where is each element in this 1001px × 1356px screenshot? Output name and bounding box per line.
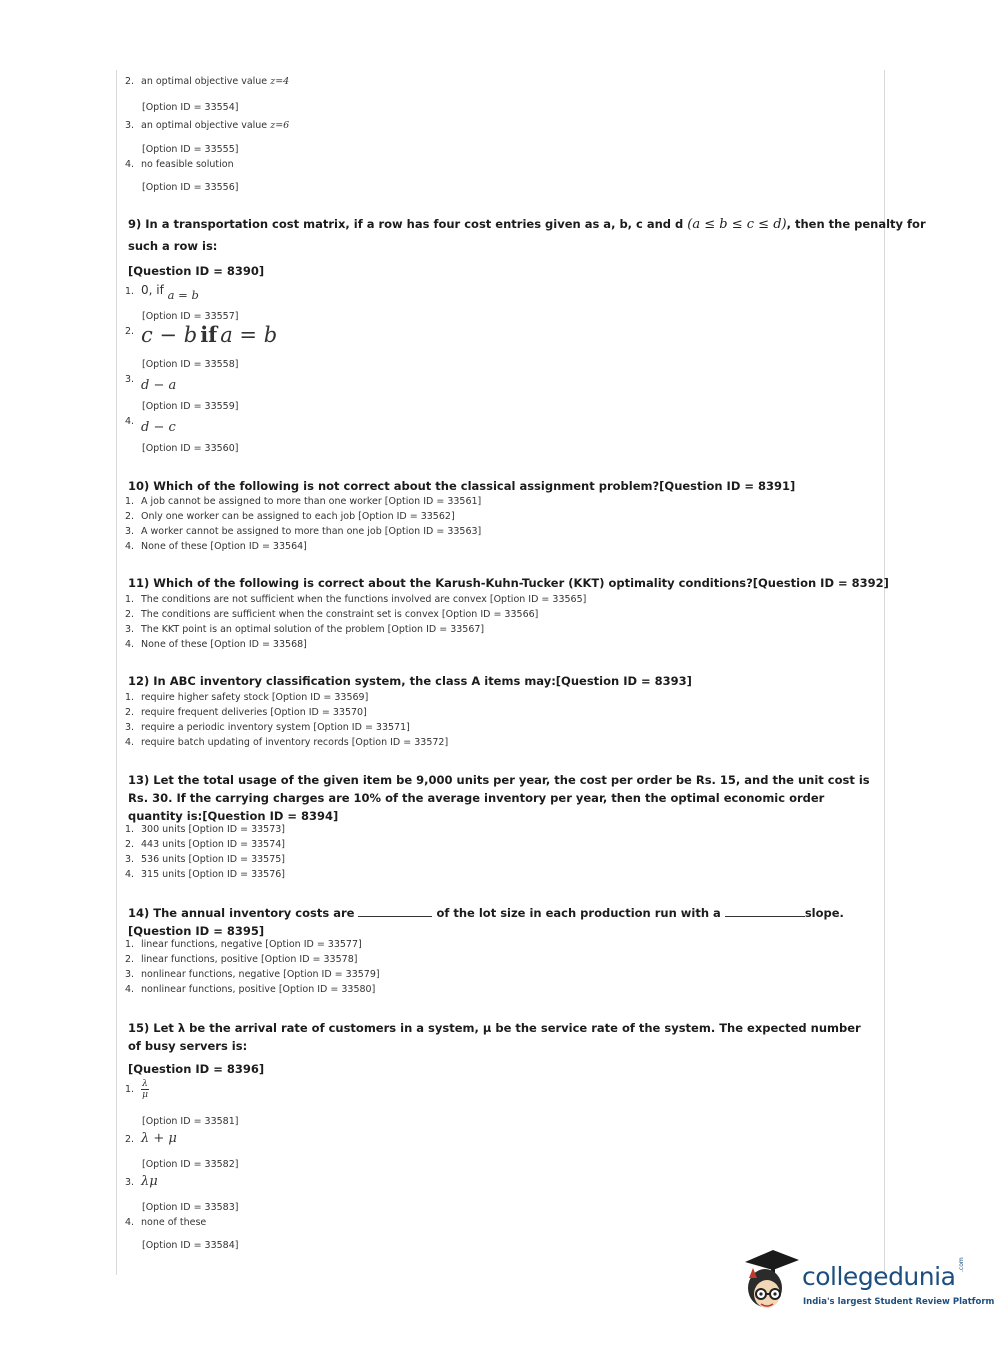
q12-option-4: 4. require batch updating of inventory records [Option ID = 33572]	[125, 737, 449, 748]
q15-option-3: 3. λμ	[125, 1174, 158, 1189]
q14-question: 14) The annual inventory costs are of the lot size in each production run with a slope.[Question ID = 8395]	[128, 906, 844, 938]
q8-option-3: 3. an optimal objective value z=6	[125, 120, 290, 131]
q9-question-id: [Question ID = 8390]	[128, 264, 265, 278]
q14-option-2: 2. linear functions, positive [Option ID = 33578]	[125, 954, 358, 965]
page-frame-left-rule	[116, 70, 117, 1275]
collegedunia-tagline: India's largest Student Review Platform	[803, 1297, 995, 1307]
q9-question-line2: such a row is:	[128, 239, 218, 253]
q9-option-1: 1. 0, if a = b	[125, 283, 199, 302]
q8-option-2: 2. an optimal objective value z=4	[125, 76, 290, 87]
q9-option-3: 3. d − a	[125, 374, 177, 393]
q10-option-1: 1. A job cannot be assigned to more than one worker [Option ID = 33561]	[125, 496, 482, 507]
q13-question: 13) Let the total usage of the given item be 9,000 units per year, the cost per order be Rs. 15, and the unit cost is Rs. 30. If the carrying charges are 10% of the average inventory per year, then the optimal economic order quantity is:[Question ID = 8394]	[128, 773, 870, 823]
q15-option-3-id: [Option ID = 33583]	[142, 1202, 239, 1213]
lambda-over-mu-fraction: $\frac{\lambda}{\mu}$	[142, 1079, 148, 1100]
q10-option-3: 3. A worker cannot be assigned to more than one job [Option ID = 33563]	[125, 526, 482, 537]
q10-option-2: 2. Only one worker can be assigned to each job [Option ID = 33562]	[125, 511, 455, 522]
q9-question-line1: 9) In a transportation cost matrix, if a row has four cost entries given as a, b, c and d (a ≤ b ≤ c ≤ d), then the penalty for	[128, 217, 926, 232]
q12-question: 12) In ABC inventory classification system, the class A items may:[Question ID = 8393]	[128, 674, 692, 688]
q10-question: 10) Which of the following is not correct about the classical assignment problem?[Question ID = 8391]	[128, 479, 796, 493]
q10-option-4: 4. None of these [Option ID = 33564]	[125, 541, 307, 552]
q14-option-3: 3. nonlinear functions, negative [Option ID = 33579]	[125, 969, 380, 980]
q15-option-4-id: [Option ID = 33584]	[142, 1240, 239, 1251]
q15-option-1-id: [Option ID = 33581]	[142, 1116, 239, 1127]
q14-option-4: 4. nonlinear functions, positive [Option ID = 33580]	[125, 984, 376, 995]
q11-option-2: 2. The conditions are sufficient when the constraint set is convex [Option ID = 33566]	[125, 609, 539, 620]
q9-option-2: 2. c − b if a = b	[125, 322, 278, 347]
q13-option-1: 1. 300 units [Option ID = 33573]	[125, 824, 286, 835]
q15-option-1: 1. $\frac{\lambda}{\mu}$	[125, 1079, 148, 1100]
q15-option-2-id: [Option ID = 33582]	[142, 1159, 239, 1170]
q14-blank-1	[358, 906, 432, 917]
q12-option-2: 2. require frequent deliveries [Option ID = 33570]	[125, 707, 367, 718]
q9-option-4: 4. d − c	[125, 416, 176, 435]
q9-option-3-id: [Option ID = 33559]	[142, 401, 239, 412]
q11-option-3: 3. The KKT point is an optimal solution of the problem [Option ID = 33567]	[125, 624, 485, 635]
q14-blank-2	[725, 906, 805, 917]
q13-option-3: 3. 536 units [Option ID = 33575]	[125, 854, 286, 865]
q14-option-1: 1. linear functions, negative [Option ID = 33577]	[125, 939, 362, 950]
q11-option-4: 4. None of these [Option ID = 33568]	[125, 639, 307, 650]
q9-option-2-id: [Option ID = 33558]	[142, 359, 239, 370]
q15-question: 15) Let λ be the arrival rate of customers in a system, μ be the service rate of the system. The expected number of busy servers is:	[128, 1021, 861, 1053]
q13-option-2: 2. 443 units [Option ID = 33574]	[125, 839, 286, 850]
q12-option-3: 3. require a periodic inventory system [Option ID = 33571]	[125, 722, 410, 733]
q12-option-1: 1. require higher safety stock [Option ID = 33569]	[125, 692, 369, 703]
q8-option-2-id: [Option ID = 33554]	[142, 102, 239, 113]
q8-option-4: 4. no feasible solution	[125, 159, 234, 170]
q8-option-3-id: [Option ID = 33555]	[142, 144, 239, 155]
q9-option-4-id: [Option ID = 33560]	[142, 443, 239, 454]
collegedunia-dotcom: .com	[958, 1257, 965, 1272]
collegedunia-brand-name: collegedunia	[802, 1262, 956, 1291]
q9-option-1-id: [Option ID = 33557]	[142, 311, 239, 322]
q15-question-id: [Question ID = 8396]	[128, 1062, 265, 1076]
page-frame-right-rule	[884, 70, 885, 1275]
q13-option-4: 4. 315 units [Option ID = 33576]	[125, 869, 286, 880]
q15-option-2: 2. λ + μ	[125, 1131, 177, 1146]
q11-option-1: 1. The conditions are not sufficient when the functions involved are convex [Option ID = 33565]	[125, 594, 587, 605]
q8-option-4-id: [Option ID = 33556]	[142, 182, 239, 193]
q15-option-4: 4. none of these	[125, 1217, 207, 1228]
q11-question: 11) Which of the following is correct about the Karush-Kuhn-Tucker (KKT) optimality conditions?[Question ID = 8392]	[128, 576, 889, 590]
